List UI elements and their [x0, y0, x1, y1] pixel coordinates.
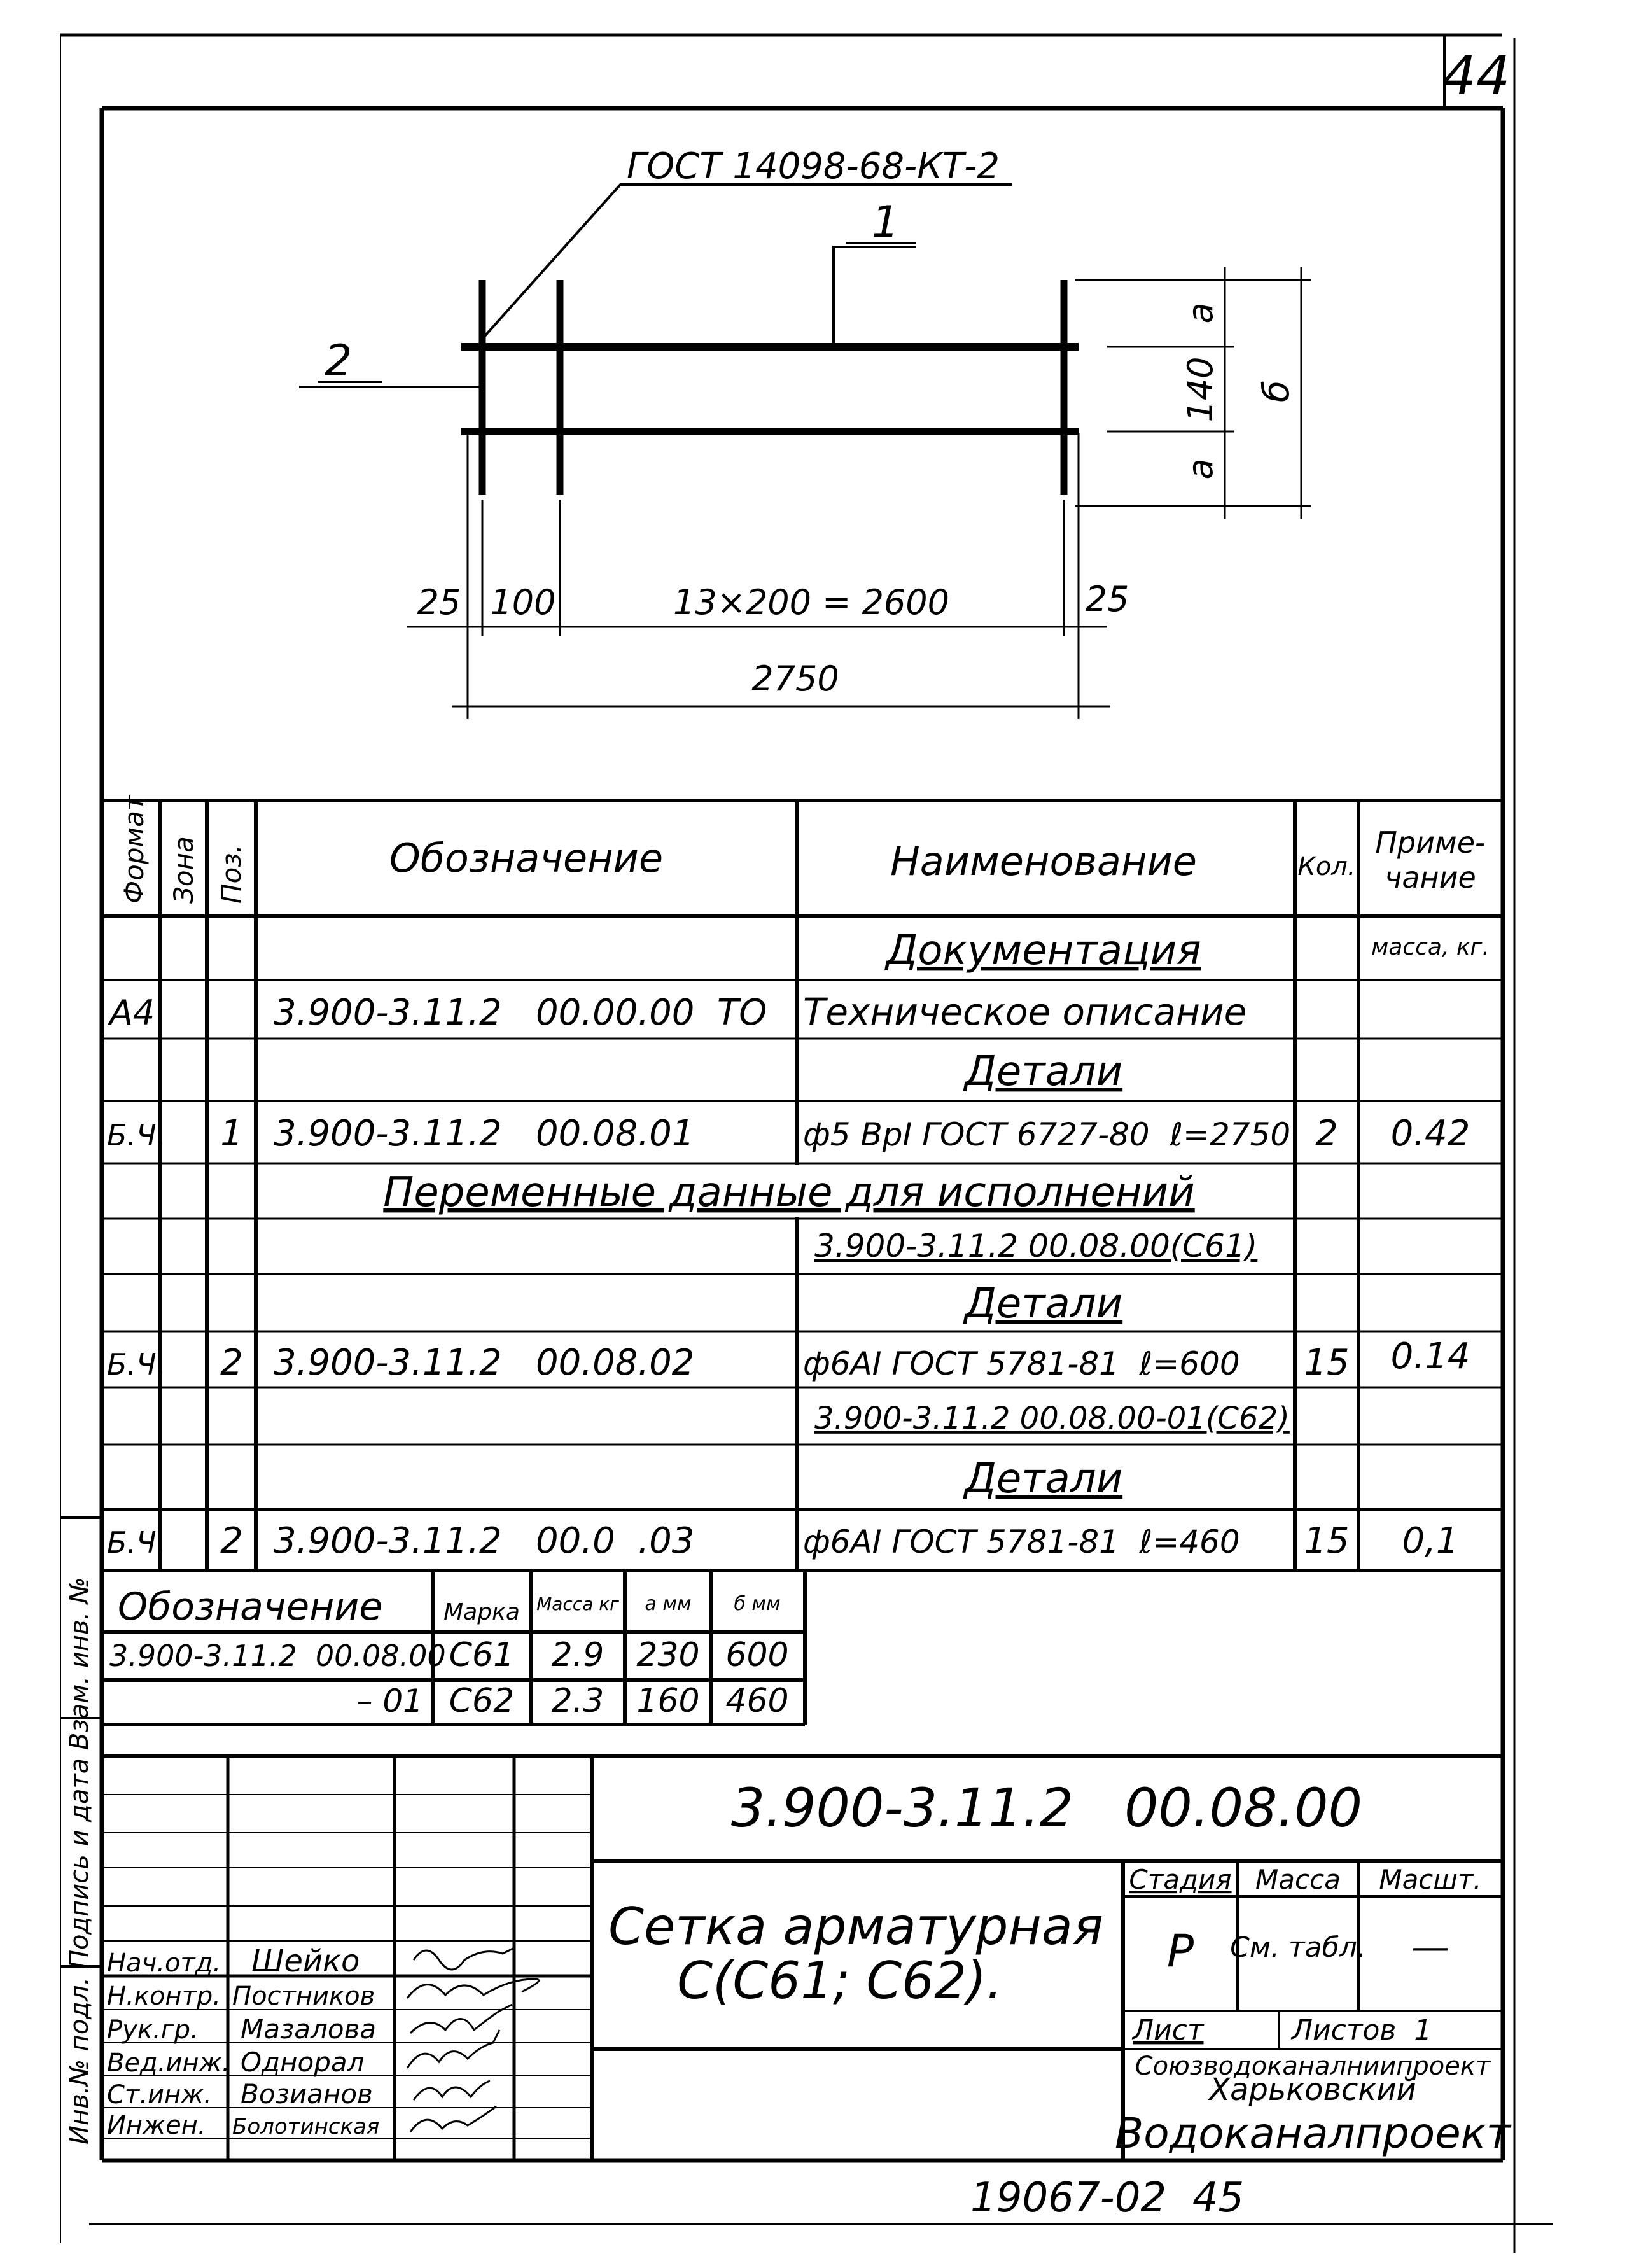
weld-note: ГОСТ 14098-68-КТ-2	[627, 146, 1000, 187]
row-3-pos: 1	[220, 1113, 243, 1154]
row-9-name: Детали	[964, 1455, 1123, 1502]
page-number: 44	[1442, 45, 1511, 107]
org-line-2: Харьковский	[1209, 2072, 1416, 2108]
dim-b: б	[1256, 380, 1297, 403]
name-2: Мазалова	[241, 2013, 377, 2045]
variants-row-1-mark: С62	[449, 1682, 515, 1720]
variants-table	[102, 1571, 805, 1725]
header-format: Формат	[118, 795, 150, 904]
name-5: Болотинская	[232, 2114, 380, 2139]
signature-scribble-2	[410, 2005, 512, 2033]
role-4: Ст.инж.	[107, 2080, 212, 2110]
row-7-qty: 15	[1304, 1342, 1350, 1383]
variants-header-b: б мм	[734, 1593, 781, 1615]
variants-header-a: а мм	[645, 1593, 692, 1615]
row-3-qty: 2	[1315, 1113, 1338, 1154]
sheets-label: Листов 1	[1292, 2014, 1432, 2047]
specification-table	[102, 794, 1503, 1571]
role-5: Инжен.	[107, 2111, 206, 2140]
variants-row-0-designation: 3.900-3.11.2 00.08.00	[109, 1639, 446, 1673]
row-10-format: Б.Ч.	[107, 1525, 166, 1560]
row-7-format: Б.Ч.	[107, 1347, 166, 1382]
row-1-format: А4	[109, 993, 155, 1033]
dim-total: 2750	[751, 659, 839, 699]
header-qty: Кол.	[1297, 852, 1356, 881]
row-10-designation: 3.900-3.11.2 00.0 .03	[274, 1520, 695, 1562]
signature-scribble-4	[414, 2081, 490, 2100]
name-1: Постников	[232, 1982, 375, 2011]
mass-label: Масса	[1255, 1864, 1341, 1895]
name-4: Возианов	[241, 2078, 373, 2110]
row-3-format: Б.Ч.	[107, 1118, 166, 1152]
variants-row-0-a: 230	[636, 1636, 700, 1674]
signature-scribble-3	[407, 2030, 499, 2068]
variants-row-1-b: 460	[725, 1682, 789, 1720]
dim-25-left: 25	[417, 582, 461, 622]
scale-value: —	[1411, 1925, 1449, 1970]
dim-100: 100	[490, 582, 556, 622]
row-10-pos: 2	[220, 1520, 243, 1562]
name-3: Однорал	[241, 2047, 365, 2078]
stage-label: Стадия	[1129, 1864, 1232, 1895]
variants-row-1-a: 160	[636, 1682, 700, 1720]
side-stamp	[60, 1518, 102, 2145]
scale-label: Масшт.	[1379, 1864, 1482, 1895]
header-note-2: чание	[1385, 860, 1476, 895]
variants-row-0-mark: С61	[449, 1636, 515, 1674]
variants-header-mass: Масса кг	[536, 1593, 619, 1614]
row-10-name: ф6АI ГОСТ 5781-81 ℓ=460	[803, 1523, 1240, 1560]
position-1-label: 1	[872, 197, 900, 248]
role-1: Н.контр.	[107, 1982, 221, 2011]
dim-25-right: 25	[1085, 579, 1129, 619]
name-0: Шейко	[251, 1943, 360, 1979]
row-0-name: Документация	[886, 927, 1201, 974]
position-2-label: 2	[325, 336, 353, 386]
mass-value: См. табл.	[1230, 1931, 1366, 1964]
org-line-1: Союзводоканалниипроект	[1135, 2052, 1491, 2081]
row-7-name: ф6АI ГОСТ 5781-81 ℓ=600	[803, 1345, 1240, 1382]
header-pos: Поз.	[216, 844, 247, 904]
row-3-note: 0.42	[1390, 1113, 1470, 1154]
row-3-designation: 3.900-3.11.2 00.08.01	[274, 1113, 695, 1154]
row-3-name: ф5 ВрI ГОСТ 6727-80 ℓ=2750	[803, 1116, 1291, 1153]
row-10-note: 0,1	[1402, 1520, 1459, 1562]
row-8-name: 3.900-3.11.2 00.08.00-01(С62)	[814, 1401, 1290, 1436]
variants-row-0-b: 600	[725, 1636, 789, 1674]
row-2-name: Детали	[964, 1048, 1123, 1095]
row-7-pos: 2	[220, 1342, 243, 1383]
row-7-designation: 3.900-3.11.2 00.08.02	[274, 1342, 695, 1383]
page-number-box	[1442, 35, 1511, 108]
bottom-code: 19067-02 45	[970, 2174, 1245, 2222]
stage-value: Р	[1166, 1925, 1194, 1977]
header-note-1: Приме-	[1375, 825, 1486, 860]
row-1-designation: 3.900-3.11.2 00.00.00 ТО	[274, 992, 767, 1033]
row-5-name: 3.900-3.11.2 00.08.00(С61)	[814, 1228, 1258, 1264]
side-stamp-text: Инв.№ подл. Подпись и дата Взам. инв. №	[65, 1577, 94, 2145]
variants-row-1-mass: 2.3	[551, 1682, 604, 1720]
variants-header-mark: Марка	[443, 1599, 520, 1625]
header-zone: Зона	[168, 836, 199, 904]
row-10-qty: 15	[1304, 1520, 1350, 1562]
role-0: Нач.отд.	[107, 1949, 221, 1978]
document-code: 3.900-3.11.2 00.08.00	[730, 1777, 1363, 1839]
variants-header-designation: Обозначение	[118, 1585, 383, 1629]
role-3: Вед.инж.	[107, 2048, 230, 2078]
dim-a-bottom: а	[1180, 458, 1220, 480]
row-4-span-heading: Переменные данные для исполнений	[383, 1169, 1195, 1216]
sheet-label: Лист	[1133, 2014, 1204, 2047]
signature-scribble-1	[407, 1979, 539, 1998]
variants-row-1-designation: – 01	[356, 1683, 423, 1719]
title-block	[102, 1756, 1512, 2160]
signature-scribble-5	[410, 2106, 496, 2132]
variants-row-0-mass: 2.9	[551, 1636, 604, 1674]
header-name: Наименование	[890, 838, 1197, 885]
signature-scribble-0	[414, 1947, 515, 1970]
row-7-note: 0.14	[1390, 1336, 1470, 1377]
dim-140: 140	[1180, 356, 1220, 423]
mesh-drawing	[299, 146, 1311, 719]
org-line-3: Водоканалпроект	[1114, 2109, 1511, 2158]
dim-a-top: а	[1180, 302, 1220, 324]
header-designation: Обозначение	[389, 835, 664, 881]
row-6-name: Детали	[964, 1280, 1123, 1327]
row-1-name: Техническое описание	[803, 990, 1247, 1033]
dim-span: 13×200 = 2600	[673, 582, 950, 622]
title-line-2: С(С61; С62).	[677, 1951, 1003, 2010]
row-0-note: масса, кг.	[1371, 934, 1490, 960]
title-line-1: Сетка арматурная	[608, 1897, 1103, 1956]
role-2: Рук.гр.	[107, 2015, 199, 2045]
